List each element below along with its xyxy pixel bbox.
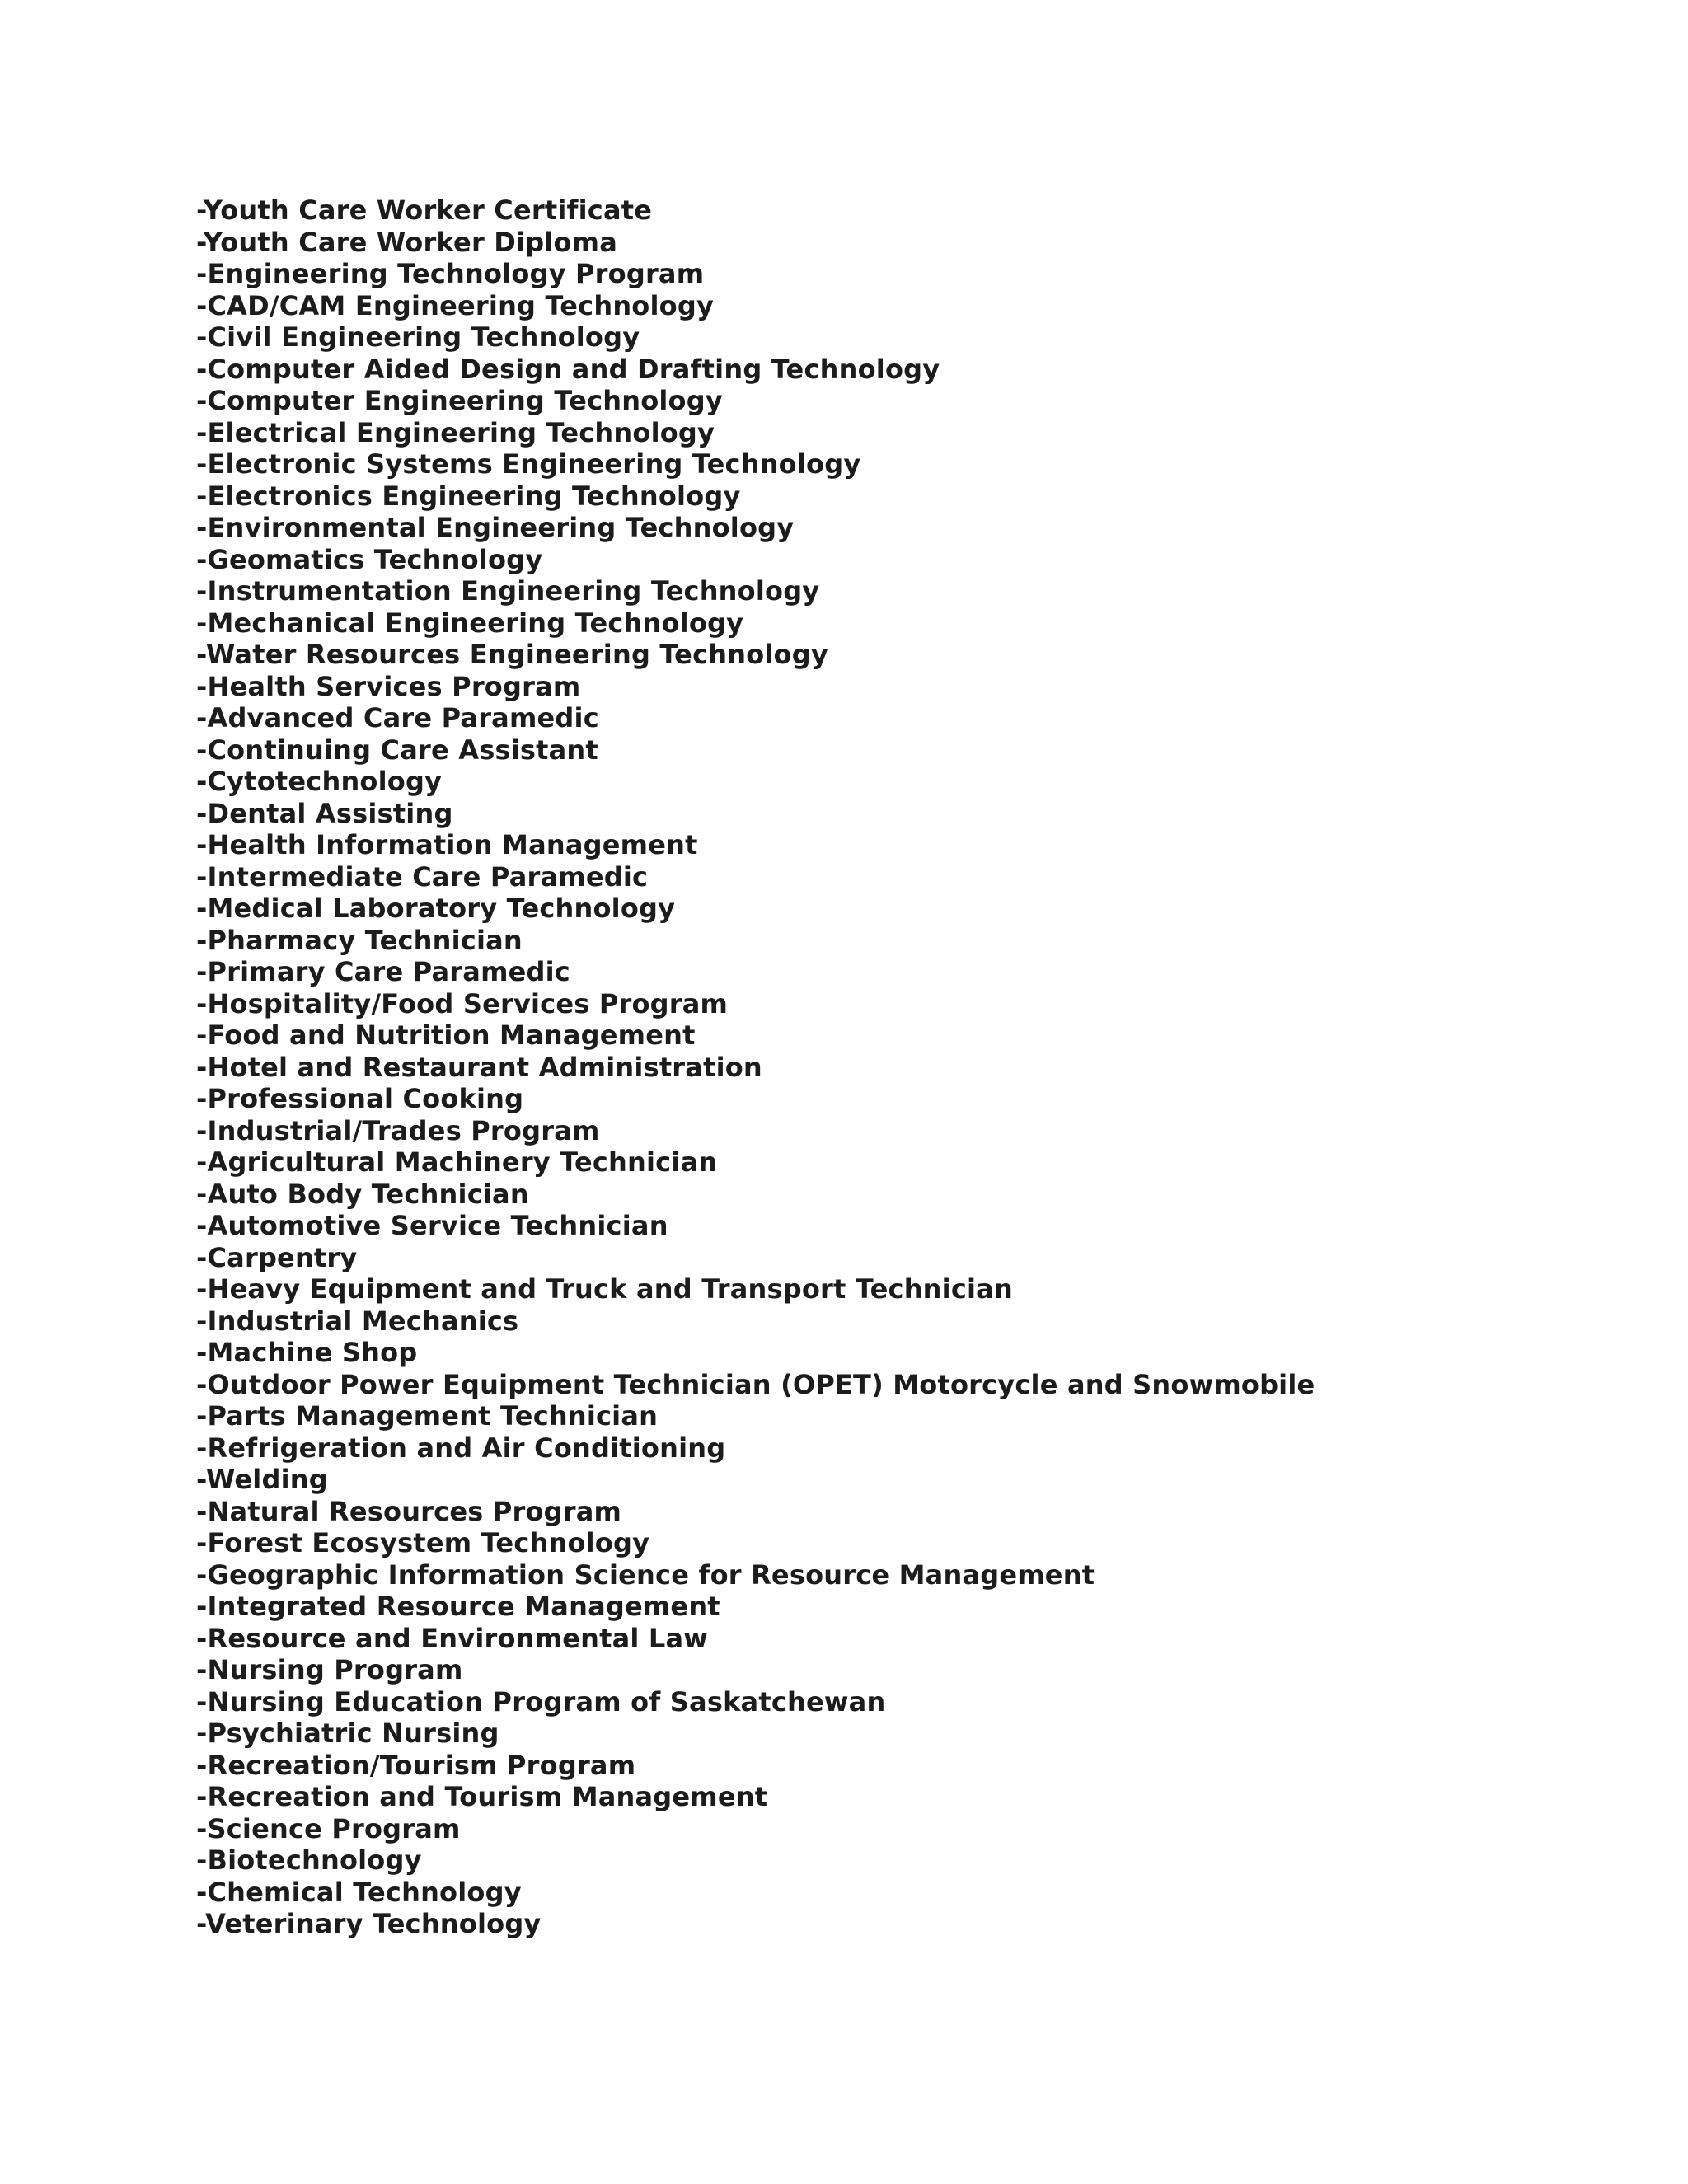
list-item: -Youth Care Worker Certificate [196,194,653,226]
list-item: -Biotechnology [196,1844,422,1876]
list-item: -Psychiatric Nursing [196,1718,499,1749]
list-item: -Advanced Care Paramedic [196,702,599,733]
list-item: -Hotel and Restaurant Administration [196,1051,762,1083]
list-item: -Intermediate Care Paramedic [196,860,649,893]
list-item: -Computer Aided Design and Drafting Technology [196,353,940,385]
list-item: -Refrigeration and Air Conditioning [196,1432,726,1464]
list-item: -Nursing Education Program of Saskatchewan [196,1685,886,1718]
list-item: -Automotive Service Technician [196,1210,668,1241]
list-item: -Geographic Information Science for Resource Management [196,1558,1095,1591]
list-item: -Auto Body Technician [196,1178,529,1210]
list-item: -Water Resources Engineering Technology [196,639,828,670]
list-item: -Electronic Systems Engineering Technology [196,448,861,480]
list-item: -Civil Engineering Technology [196,321,640,353]
list-item: -Pharmacy Technician [196,924,523,956]
list-item: -Chemical Technology [196,1876,522,1908]
list-item: -Health Information Management [196,829,698,860]
list-item: -Continuing Care Assistant [196,733,598,766]
list-item: -Recreation and Tourism Management [196,1781,768,1812]
list-item: -Carpentry [196,1241,358,1273]
list-item: -Heavy Equipment and Truck and Transport Technician [196,1273,1013,1305]
list-item: -Youth Care Worker Diploma [196,226,617,258]
program-list [196,194,1315,1940]
list-item: -Resource and Environmental Law [196,1622,709,1654]
list-item: -Welding [196,1464,328,1495]
list-item: -Cytotechnology [196,766,443,797]
list-item: -Professional Cooking [196,1083,524,1114]
list-item: -Recreation/Tourism Program [196,1749,636,1781]
list-item: -Integrated Resource Management [196,1591,720,1622]
list-item: -Instrumentation Engineering Technology [196,575,820,607]
list-item: -Primary Care Paramedic [196,956,570,987]
list-item: -Electrical Engineering Technology [196,416,715,448]
list-item: -Agricultural Machinery Technician [196,1146,718,1178]
list-item: -Health Services Program [196,670,581,702]
list-item: -Geomatics Technology [196,543,543,575]
list-item: -Science Program [196,1812,461,1844]
list-item: -Hospitality/Food Services Program [196,987,729,1019]
list-item: -Veterinary Technology [196,1908,542,1939]
list-item: -Medical Laboratory Technology [196,893,676,924]
list-item: -Food and Nutrition Management [196,1019,696,1051]
list-item: -Computer Engineering Technology [196,385,723,416]
list-item: -Engineering Technology Program [196,258,705,289]
list-item: -Dental Assisting [196,797,453,829]
list-item: -Forest Ecosystem Technology [196,1527,650,1558]
list-item: -Industrial Mechanics [196,1305,519,1337]
list-item: -Electronics Engineering Technology [196,480,741,512]
list-item: -Natural Resources Program [196,1495,622,1527]
list-item: -Machine Shop [196,1337,418,1368]
list-item: -CAD/CAM Engineering Technology [196,289,715,321]
list-item: -Industrial/Trades Program [196,1114,600,1146]
list-item: -Mechanical Engineering Technology [196,607,744,639]
list-item: -Environmental Engineering Technology [196,512,795,543]
list-item: -Nursing Program [196,1654,463,1685]
list-item: -Parts Management Technician [196,1400,659,1432]
list-item: -Outdoor Power Equipment Technician (OPET) Motorcycle and Snowmobile [196,1368,1315,1400]
